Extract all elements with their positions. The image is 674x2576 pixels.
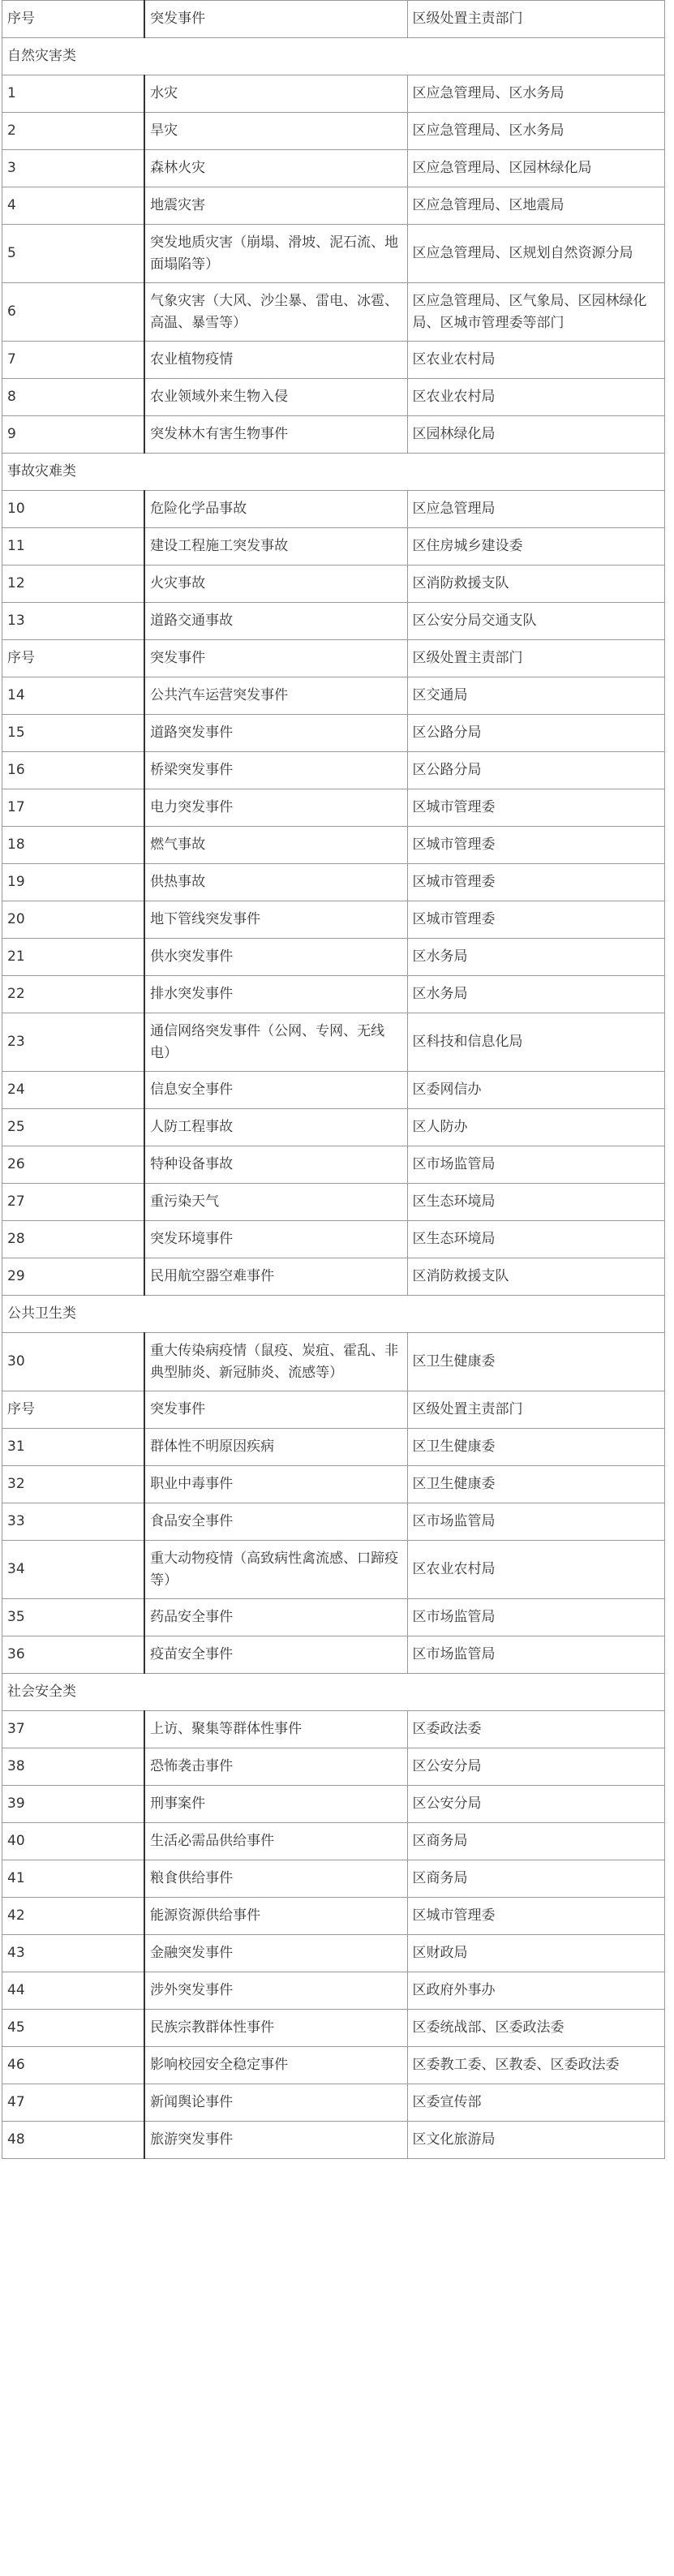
category-label: 社会安全类 (2, 1674, 665, 1711)
row-dept: 区市场监管局 (407, 1146, 665, 1184)
category-row (2, 454, 665, 491)
table-row (2, 225, 665, 283)
row-dept: 区公安分局 (407, 1748, 665, 1786)
row-dept: 区农业农村局 (407, 1541, 665, 1599)
row-event: 旱灾 (144, 113, 407, 150)
row-dept: 区政府外事办 (407, 1972, 665, 2010)
emergency-responsibility-table (2, 0, 665, 2159)
row-number: 42 (2, 1898, 145, 1935)
row-number: 16 (2, 752, 145, 789)
row-dept: 区卫生健康委 (407, 1333, 665, 1391)
header-dept: 区级处置主责部门 (407, 1391, 665, 1429)
row-event: 上访、聚集等群体性事件 (144, 1711, 407, 1748)
row-dept: 区市场监管局 (407, 1503, 665, 1541)
row-number: 8 (2, 379, 145, 416)
row-event: 重大传染病疫情（鼠疫、炭疽、霍乱、非典型肺炎、新冠肺炎、流感等） (144, 1333, 407, 1391)
row-dept: 区应急管理局、区水务局 (407, 113, 665, 150)
table-row (2, 603, 665, 640)
row-number: 46 (2, 2047, 145, 2084)
row-dept: 区城市管理委 (407, 864, 665, 901)
row-event: 突发地质灾害（崩塌、滑坡、泥石流、地面塌陷等） (144, 225, 407, 283)
table-row (2, 715, 665, 752)
row-number: 5 (2, 225, 145, 283)
table-row (2, 752, 665, 789)
row-event: 气象灾害（大风、沙尘暴、雷电、冰雹、高温、暴雪等） (144, 283, 407, 342)
table-row (2, 1711, 665, 1748)
row-dept: 区财政局 (407, 1935, 665, 1972)
row-number: 15 (2, 715, 145, 752)
row-number: 10 (2, 491, 145, 528)
row-number: 25 (2, 1109, 145, 1146)
row-event: 农业领域外来生物入侵 (144, 379, 407, 416)
row-event: 重大动物疫情（高致病性禽流感、口蹄疫等） (144, 1541, 407, 1599)
row-dept: 区水务局 (407, 939, 665, 976)
row-event: 影响校园安全稳定事件 (144, 2047, 407, 2084)
table-row (2, 1898, 665, 1935)
row-event: 桥梁突发事件 (144, 752, 407, 789)
row-dept: 区委网信办 (407, 1072, 665, 1109)
row-number: 44 (2, 1972, 145, 2010)
row-event: 药品安全事件 (144, 1599, 407, 1636)
row-event: 道路交通事故 (144, 603, 407, 640)
row-dept: 区文化旅游局 (407, 2122, 665, 2159)
row-event: 恐怖袭击事件 (144, 1748, 407, 1786)
row-event: 新闻舆论事件 (144, 2084, 407, 2122)
row-number: 23 (2, 1013, 145, 1072)
table-row (2, 2122, 665, 2159)
table-row (2, 677, 665, 715)
row-number: 18 (2, 827, 145, 864)
row-number: 29 (2, 1258, 145, 1296)
row-number: 22 (2, 976, 145, 1013)
row-event: 能源资源供给事件 (144, 1898, 407, 1935)
row-dept: 区消防救援支队 (407, 1258, 665, 1296)
row-dept: 区委教工委、区教委、区委政法委 (407, 2047, 665, 2084)
row-number: 48 (2, 2122, 145, 2159)
row-dept: 区商务局 (407, 1823, 665, 1860)
row-event: 群体性不明原因疾病 (144, 1429, 407, 1466)
row-dept: 区交通局 (407, 677, 665, 715)
row-dept: 区公路分局 (407, 752, 665, 789)
row-dept: 区卫生健康委 (407, 1429, 665, 1466)
category-label: 事故灾难类 (2, 454, 665, 491)
row-event: 水灾 (144, 75, 407, 113)
row-dept: 区市场监管局 (407, 1636, 665, 1674)
row-dept: 区城市管理委 (407, 827, 665, 864)
row-event: 生活必需品供给事件 (144, 1823, 407, 1860)
table-row (2, 1972, 665, 2010)
row-event: 职业中毒事件 (144, 1466, 407, 1503)
table-header-row (2, 640, 665, 677)
row-dept: 区委统战部、区委政法委 (407, 2010, 665, 2047)
row-event: 民用航空器空难事件 (144, 1258, 407, 1296)
table-row (2, 283, 665, 342)
row-number: 2 (2, 113, 145, 150)
row-event: 民族宗教群体性事件 (144, 2010, 407, 2047)
row-dept: 区应急管理局、区气象局、区园林绿化局、区城市管理委等部门 (407, 283, 665, 342)
row-event: 地震灾害 (144, 187, 407, 225)
table-row (2, 1636, 665, 1674)
row-number: 11 (2, 528, 145, 566)
row-dept: 区应急管理局、区规划自然资源分局 (407, 225, 665, 283)
row-event: 森林火灾 (144, 150, 407, 187)
table-row (2, 416, 665, 454)
category-label: 自然灾害类 (2, 38, 665, 75)
row-event: 信息安全事件 (144, 1072, 407, 1109)
row-event: 重污染天气 (144, 1184, 407, 1221)
row-dept: 区公路分局 (407, 715, 665, 752)
table-row (2, 1146, 665, 1184)
row-number: 36 (2, 1636, 145, 1674)
row-number: 38 (2, 1748, 145, 1786)
row-number: 28 (2, 1221, 145, 1258)
row-dept: 区卫生健康委 (407, 1466, 665, 1503)
row-event: 火灾事故 (144, 566, 407, 603)
row-dept: 区人防办 (407, 1109, 665, 1146)
category-label: 公共卫生类 (2, 1296, 665, 1333)
row-number: 9 (2, 416, 145, 454)
table-row (2, 1221, 665, 1258)
row-number: 37 (2, 1711, 145, 1748)
table-row (2, 1466, 665, 1503)
row-number: 13 (2, 603, 145, 640)
table-row (2, 1503, 665, 1541)
row-number: 32 (2, 1466, 145, 1503)
table-row (2, 789, 665, 827)
header-no: 序号 (2, 1391, 145, 1429)
table-row (2, 864, 665, 901)
row-dept: 区消防救援支队 (407, 566, 665, 603)
table-row (2, 491, 665, 528)
table-row (2, 1748, 665, 1786)
row-event: 农业植物疫情 (144, 342, 407, 379)
row-event: 食品安全事件 (144, 1503, 407, 1541)
row-dept: 区生态环境局 (407, 1184, 665, 1221)
row-dept: 区应急管理局、区园林绿化局 (407, 150, 665, 187)
row-number: 21 (2, 939, 145, 976)
category-row (2, 1296, 665, 1333)
row-dept: 区城市管理委 (407, 789, 665, 827)
row-number: 41 (2, 1860, 145, 1898)
header-no: 序号 (2, 1, 145, 38)
row-number: 33 (2, 1503, 145, 1541)
table-row (2, 1072, 665, 1109)
table-row (2, 901, 665, 939)
row-number: 12 (2, 566, 145, 603)
table-row (2, 566, 665, 603)
table-row (2, 342, 665, 379)
header-event: 突发事件 (144, 640, 407, 677)
category-row (2, 38, 665, 75)
row-event: 刑事案件 (144, 1786, 407, 1823)
table-row (2, 1109, 665, 1146)
row-event: 粮食供给事件 (144, 1860, 407, 1898)
row-dept: 区生态环境局 (407, 1221, 665, 1258)
row-event: 排水突发事件 (144, 976, 407, 1013)
row-dept: 区园林绿化局 (407, 416, 665, 454)
row-dept: 区公安分局交通支队 (407, 603, 665, 640)
row-number: 7 (2, 342, 145, 379)
table-row (2, 2047, 665, 2084)
table-row (2, 1258, 665, 1296)
row-dept: 区委政法委 (407, 1711, 665, 1748)
table-row (2, 1429, 665, 1466)
table-row (2, 2010, 665, 2047)
row-event: 特种设备事故 (144, 1146, 407, 1184)
row-event: 疫苗安全事件 (144, 1636, 407, 1674)
row-dept: 区住房城乡建设委 (407, 528, 665, 566)
table-header-row (2, 1391, 665, 1429)
table-row (2, 1184, 665, 1221)
row-event: 旅游突发事件 (144, 2122, 407, 2159)
row-number: 6 (2, 283, 145, 342)
table-body (2, 1, 665, 2159)
row-dept: 区科技和信息化局 (407, 1013, 665, 1072)
row-event: 公共汽车运营突发事件 (144, 677, 407, 715)
row-dept: 区农业农村局 (407, 342, 665, 379)
row-number: 3 (2, 150, 145, 187)
table-row (2, 2084, 665, 2122)
row-event: 电力突发事件 (144, 789, 407, 827)
category-row (2, 1674, 665, 1711)
table-header-row (2, 1, 665, 38)
table-row (2, 1935, 665, 1972)
row-dept: 区应急管理局、区水务局 (407, 75, 665, 113)
row-number: 30 (2, 1333, 145, 1391)
row-event: 供热事故 (144, 864, 407, 901)
table-row (2, 1823, 665, 1860)
row-event: 道路突发事件 (144, 715, 407, 752)
row-number: 45 (2, 2010, 145, 2047)
row-dept: 区市场监管局 (407, 1599, 665, 1636)
row-event: 突发环境事件 (144, 1221, 407, 1258)
row-dept: 区应急管理局、区地震局 (407, 187, 665, 225)
row-number: 39 (2, 1786, 145, 1823)
table-row (2, 528, 665, 566)
row-event: 突发林木有害生物事件 (144, 416, 407, 454)
table-row (2, 1013, 665, 1072)
table-row (2, 1333, 665, 1391)
header-event: 突发事件 (144, 1, 407, 38)
header-dept: 区级处置主责部门 (407, 640, 665, 677)
table-row (2, 827, 665, 864)
header-no: 序号 (2, 640, 145, 677)
row-dept: 区城市管理委 (407, 1898, 665, 1935)
row-event: 地下管线突发事件 (144, 901, 407, 939)
row-event: 人防工程事故 (144, 1109, 407, 1146)
row-dept: 区水务局 (407, 976, 665, 1013)
row-number: 35 (2, 1599, 145, 1636)
table-row (2, 976, 665, 1013)
table-row (2, 939, 665, 976)
row-number: 4 (2, 187, 145, 225)
row-dept: 区商务局 (407, 1860, 665, 1898)
row-event: 通信网络突发事件（公网、专网、无线电） (144, 1013, 407, 1072)
table-row (2, 1860, 665, 1898)
header-dept: 区级处置主责部门 (407, 1, 665, 38)
row-number: 47 (2, 2084, 145, 2122)
row-number: 17 (2, 789, 145, 827)
row-event: 危险化学品事故 (144, 491, 407, 528)
row-number: 34 (2, 1541, 145, 1599)
table-row (2, 379, 665, 416)
row-number: 19 (2, 864, 145, 901)
row-event: 建设工程施工突发事故 (144, 528, 407, 566)
row-dept: 区委宣传部 (407, 2084, 665, 2122)
table-row (2, 113, 665, 150)
header-event: 突发事件 (144, 1391, 407, 1429)
row-number: 31 (2, 1429, 145, 1466)
row-event: 供水突发事件 (144, 939, 407, 976)
row-number: 20 (2, 901, 145, 939)
table-row (2, 187, 665, 225)
table-row (2, 150, 665, 187)
row-event: 金融突发事件 (144, 1935, 407, 1972)
table-row (2, 1541, 665, 1599)
table-row (2, 1599, 665, 1636)
row-number: 43 (2, 1935, 145, 1972)
row-dept: 区农业农村局 (407, 379, 665, 416)
row-dept: 区应急管理局 (407, 491, 665, 528)
row-number: 26 (2, 1146, 145, 1184)
row-dept: 区城市管理委 (407, 901, 665, 939)
row-number: 14 (2, 677, 145, 715)
row-event: 燃气事故 (144, 827, 407, 864)
row-number: 1 (2, 75, 145, 113)
row-dept: 区公安分局 (407, 1786, 665, 1823)
row-number: 24 (2, 1072, 145, 1109)
row-number: 40 (2, 1823, 145, 1860)
table-row (2, 1786, 665, 1823)
table-row (2, 75, 665, 113)
row-event: 涉外突发事件 (144, 1972, 407, 2010)
row-number: 27 (2, 1184, 145, 1221)
